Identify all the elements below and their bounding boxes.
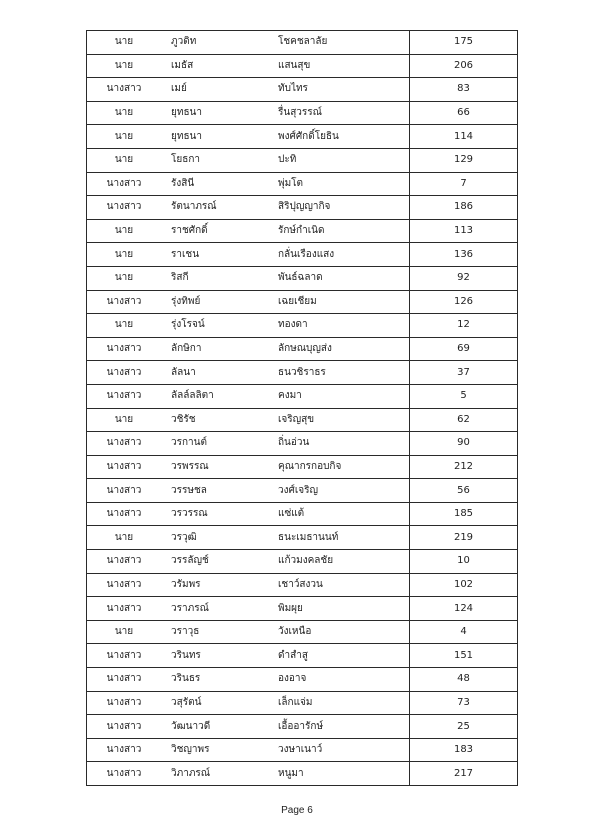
cell-last-name: รักษ์กำเนิด xyxy=(278,225,325,237)
table-row xyxy=(87,502,518,526)
table-row xyxy=(87,620,518,644)
cell-first-name: วรวุฒิ xyxy=(171,531,197,543)
cell-first-name: วิชญาพร xyxy=(171,744,210,756)
cell-title: นาย xyxy=(87,219,162,243)
cell-number: 114 xyxy=(410,125,518,149)
table-row xyxy=(87,266,518,290)
cell-first-name: ราเชน xyxy=(171,248,200,260)
table-row xyxy=(87,290,518,314)
table-row xyxy=(87,668,518,692)
table-row xyxy=(87,644,518,668)
cell-title: นางสาว xyxy=(87,196,162,220)
cell-number: 151 xyxy=(410,644,518,668)
cell-last-name: พันธ์ฉลาด xyxy=(278,272,323,284)
table-row xyxy=(87,738,518,762)
cell-first-name: โยธกา xyxy=(171,154,201,166)
cell-number: 90 xyxy=(410,432,518,456)
cell-first-name: วรกานต์ xyxy=(171,437,207,449)
cell-first-name: ยุทธนา xyxy=(171,130,203,142)
cell-title: นาย xyxy=(87,243,162,267)
cell-title: นางสาว xyxy=(87,762,162,786)
cell-title: นางสาว xyxy=(87,644,162,668)
cell-first-name: เมย์ xyxy=(171,83,187,95)
table-row xyxy=(87,715,518,739)
cell-first-name: วรินทร xyxy=(171,649,201,661)
cell-number: 7 xyxy=(410,172,518,196)
cell-last-name: เล็กแจ่ม xyxy=(278,696,313,708)
cell-last-name: กลั่นเรืองแสง xyxy=(278,248,335,260)
cell-last-name: วังเหนือ xyxy=(278,626,312,638)
cell-number: 206 xyxy=(410,54,518,78)
cell-last-name: คงมา xyxy=(278,390,302,402)
cell-last-name: องอาจ xyxy=(278,673,307,685)
cell-last-name: เฉยเชียม xyxy=(278,295,317,307)
cell-number: 185 xyxy=(410,502,518,526)
cell-first-name: วรรษชล xyxy=(171,484,207,496)
cell-last-name: แสนสุข xyxy=(278,59,311,71)
cell-title: นาย xyxy=(87,125,162,149)
cell-number: 66 xyxy=(410,101,518,125)
cell-title: นางสาว xyxy=(87,479,162,503)
table-row xyxy=(87,125,518,149)
name-list-body xyxy=(87,31,518,786)
cell-number: 92 xyxy=(410,266,518,290)
cell-last-name: ลักษณบุญส่ง xyxy=(278,343,332,355)
cell-title: นางสาว xyxy=(87,337,162,361)
cell-last-name: เจริญสุข xyxy=(278,413,315,425)
cell-title: นาย xyxy=(87,408,162,432)
table-row xyxy=(87,314,518,338)
cell-number: 102 xyxy=(410,573,518,597)
cell-number: 129 xyxy=(410,148,518,172)
cell-last-name: วงษาเนาว์ xyxy=(278,744,323,756)
cell-first-name: ลักษิกา xyxy=(171,343,202,355)
table-row xyxy=(87,526,518,550)
cell-number: 175 xyxy=(410,31,518,55)
table-row xyxy=(87,219,518,243)
cell-first-name: วรพรรณ xyxy=(171,460,209,472)
cell-last-name: เอื้ออารักษ์ xyxy=(278,720,324,732)
cell-number: 212 xyxy=(410,455,518,479)
table-row xyxy=(87,384,518,408)
cell-title: นางสาว xyxy=(87,432,162,456)
cell-title: นางสาว xyxy=(87,455,162,479)
cell-first-name: รัตนาภรณ์ xyxy=(171,201,217,213)
cell-last-name: พงศ์ศักดิ์โยธิน xyxy=(278,130,339,142)
table-row xyxy=(87,196,518,220)
cell-number: 4 xyxy=(410,620,518,644)
cell-last-name: ทองดา xyxy=(278,319,308,331)
cell-number: 25 xyxy=(410,715,518,739)
cell-first-name: วิภาภรณ์ xyxy=(171,767,211,779)
cell-first-name: รุ่งทิพย์ xyxy=(171,295,201,307)
cell-last-name: แซ่แต้ xyxy=(278,508,305,520)
cell-last-name: ดำสำสู xyxy=(278,649,308,661)
cell-title: นาย xyxy=(87,620,162,644)
table-row xyxy=(87,573,518,597)
cell-number: 217 xyxy=(410,762,518,786)
table-row xyxy=(87,148,518,172)
cell-title: นางสาว xyxy=(87,715,162,739)
cell-first-name: วสุรัตน์ xyxy=(171,696,202,708)
cell-first-name: ลัลนา xyxy=(171,366,196,378)
table-row xyxy=(87,337,518,361)
cell-first-name: ราชศักดิ์ xyxy=(171,225,208,237)
cell-first-name: วรินธร xyxy=(171,673,201,685)
cell-first-name: วชิรัช xyxy=(171,413,196,425)
cell-number: 48 xyxy=(410,668,518,692)
cell-first-name: วรวรรณ xyxy=(171,508,208,520)
table-row xyxy=(87,54,518,78)
cell-first-name: ยุทธนา xyxy=(171,107,203,119)
cell-last-name: เชาว์สงวน xyxy=(278,578,323,590)
cell-first-name: รังสินี xyxy=(171,177,195,189)
table-row xyxy=(87,361,518,385)
cell-last-name: ถิ่นอ่วน xyxy=(278,437,310,449)
table-row xyxy=(87,479,518,503)
table-row xyxy=(87,243,518,267)
cell-first-name: วรรลัญช์ xyxy=(171,555,209,567)
cell-number: 62 xyxy=(410,408,518,432)
cell-title: นางสาว xyxy=(87,172,162,196)
cell-title: นาย xyxy=(87,31,162,55)
cell-number: 136 xyxy=(410,243,518,267)
cell-title: นางสาว xyxy=(87,78,162,102)
table-row xyxy=(87,408,518,432)
cell-title: นางสาว xyxy=(87,361,162,385)
cell-title: นางสาว xyxy=(87,691,162,715)
cell-last-name: โชคชลาลัย xyxy=(278,36,328,48)
cell-number: 219 xyxy=(410,526,518,550)
cell-first-name: วราภรณ์ xyxy=(171,602,209,614)
table-row xyxy=(87,78,518,102)
cell-title: นางสาว xyxy=(87,573,162,597)
cell-last-name: ปะทิ xyxy=(278,154,297,166)
cell-title: นางสาว xyxy=(87,290,162,314)
cell-title: นางสาว xyxy=(87,384,162,408)
cell-first-name: วัฒนาวดี xyxy=(171,720,211,732)
table-row xyxy=(87,432,518,456)
cell-title: นางสาว xyxy=(87,738,162,762)
cell-first-name: เมธัส xyxy=(171,59,194,71)
cell-number: 37 xyxy=(410,361,518,385)
table-row xyxy=(87,31,518,55)
cell-number: 73 xyxy=(410,691,518,715)
cell-first-name: ลัลล์ลลิตา xyxy=(171,390,214,402)
cell-number: 56 xyxy=(410,479,518,503)
cell-number: 69 xyxy=(410,337,518,361)
cell-last-name: ธนวชิราธร xyxy=(278,366,326,378)
cell-last-name: วงศ์เจริญ xyxy=(278,484,319,496)
cell-number: 12 xyxy=(410,314,518,338)
cell-last-name: แก้วมงคลชัย xyxy=(278,555,334,567)
cell-title: นาย xyxy=(87,54,162,78)
cell-last-name: พุ่มโต xyxy=(278,177,304,189)
cell-title: นาย xyxy=(87,148,162,172)
cell-last-name: สิริปุญญากิจ xyxy=(278,201,331,213)
cell-title: นาย xyxy=(87,314,162,338)
cell-number: 5 xyxy=(410,384,518,408)
cell-title: นางสาว xyxy=(87,597,162,621)
table-row xyxy=(87,691,518,715)
table-row xyxy=(87,550,518,574)
cell-first-name: วรัมพร xyxy=(171,578,201,590)
cell-last-name: รื่นสุวรรณ์ xyxy=(278,107,322,119)
page-number: Page 6 xyxy=(281,805,313,816)
cell-title: นางสาว xyxy=(87,550,162,574)
cell-number: 183 xyxy=(410,738,518,762)
cell-title: นางสาว xyxy=(87,668,162,692)
cell-first-name: ริสกี xyxy=(171,272,189,284)
cell-last-name: คุณากรกอบกิจ xyxy=(278,460,342,472)
table-row xyxy=(87,597,518,621)
cell-number: 124 xyxy=(410,597,518,621)
cell-first-name: รุ่งโรจน์ xyxy=(171,319,205,331)
table-row xyxy=(87,762,518,786)
cell-first-name: วราวุธ xyxy=(171,626,200,638)
table-row xyxy=(87,172,518,196)
name-list-table xyxy=(86,30,518,786)
table-row xyxy=(87,101,518,125)
cell-title: นาย xyxy=(87,526,162,550)
cell-number: 126 xyxy=(410,290,518,314)
cell-number: 10 xyxy=(410,550,518,574)
cell-title: นาย xyxy=(87,266,162,290)
cell-last-name: พิมผุย xyxy=(278,602,303,614)
table-row xyxy=(87,455,518,479)
cell-number: 113 xyxy=(410,219,518,243)
cell-title: นาย xyxy=(87,101,162,125)
cell-last-name: หนูมา xyxy=(278,767,304,779)
cell-title: นางสาว xyxy=(87,502,162,526)
cell-last-name: ธนะเมธานนท์ xyxy=(278,531,339,543)
cell-first-name: ภูวดิท xyxy=(171,36,197,48)
cell-number: 83 xyxy=(410,78,518,102)
cell-last-name: ทับไทร xyxy=(278,83,308,95)
cell-number: 186 xyxy=(410,196,518,220)
